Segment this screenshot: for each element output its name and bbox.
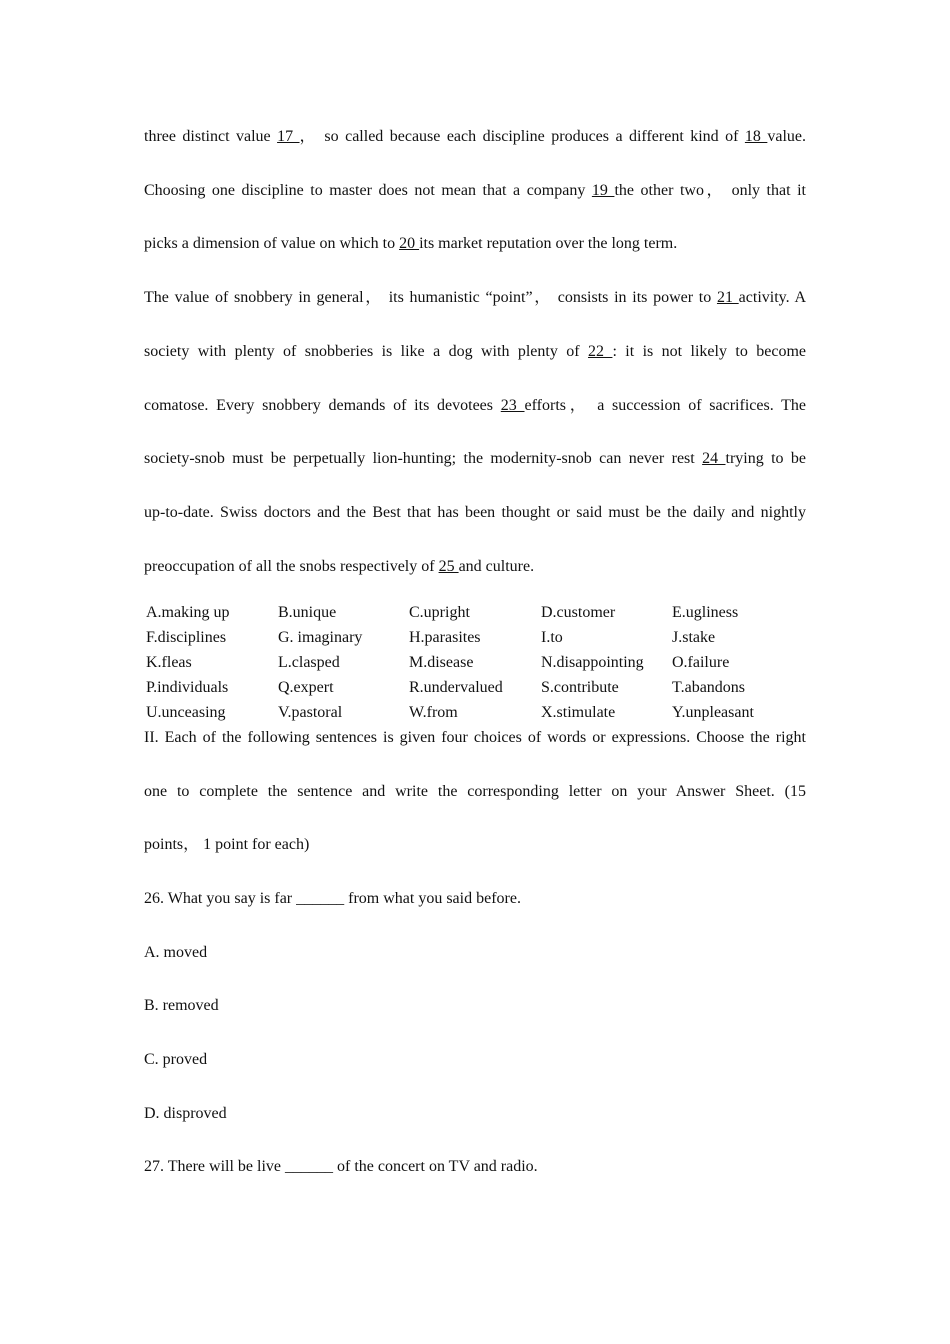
option-x: X.stimulate bbox=[541, 704, 616, 721]
blank-17: 17 bbox=[277, 128, 300, 145]
option-row bbox=[144, 603, 806, 628]
option-k: K.fleas bbox=[146, 654, 192, 671]
text-segment: society with plenty of snobberies is like a dog with plenty of bbox=[144, 343, 589, 360]
option-r: R.undervalued bbox=[409, 679, 503, 696]
option-y: Y.unpleasant bbox=[672, 704, 754, 721]
text-segment: The value of snobbery in general， its humanistic “point”， consists in its power to bbox=[144, 289, 717, 306]
option-o: O.failure bbox=[672, 654, 730, 671]
option-row bbox=[144, 678, 806, 703]
option-row bbox=[144, 703, 806, 728]
option-v: V.pastoral bbox=[278, 704, 343, 721]
blank-18: 18 bbox=[744, 128, 768, 145]
option-m: M.disease bbox=[409, 654, 474, 671]
option-i: I.to bbox=[541, 629, 563, 646]
option-u: U.unceasing bbox=[146, 704, 226, 721]
text-segment: three distinct value bbox=[144, 128, 278, 145]
option-a: A.making up bbox=[146, 604, 230, 621]
option-w: W.from bbox=[409, 704, 458, 721]
question-26-choice-a: A. moved bbox=[144, 944, 208, 961]
option-l: L.clasped bbox=[278, 654, 340, 671]
passage1-line3 bbox=[144, 234, 806, 254]
option-row bbox=[144, 653, 806, 678]
option-d: D.customer bbox=[541, 604, 616, 621]
option-n: N.disappointing bbox=[541, 654, 644, 671]
text-segment: ， so called because each discipline produces a different kind of bbox=[299, 128, 745, 145]
text-segment: : it is not likely to become bbox=[612, 343, 807, 360]
text-segment: activity. A bbox=[738, 289, 807, 306]
option-q: Q.expert bbox=[278, 679, 334, 696]
option-e: E.ugliness bbox=[672, 604, 739, 621]
option-f: F.disciplines bbox=[146, 629, 227, 646]
question-26-choice-c: C. proved bbox=[144, 1051, 208, 1068]
blank-25: 25 bbox=[438, 558, 459, 575]
blank-20: 20 bbox=[399, 235, 420, 252]
passage2-line6 bbox=[144, 557, 806, 577]
blank-19: 19 bbox=[591, 182, 615, 199]
text-segment: the other two， only that it bbox=[614, 182, 806, 199]
text-segment: picks a dimension of value on which to bbox=[144, 235, 400, 252]
passage2-line5: up-to-date. Swiss doctors and the Best that has been thought or said must be the daily and nightly bbox=[144, 504, 806, 521]
option-c: C.upright bbox=[409, 604, 470, 621]
option-g: G. imaginary bbox=[278, 629, 363, 646]
passage2-line4 bbox=[144, 449, 806, 469]
passage1-line1 bbox=[144, 127, 806, 147]
blank-22: 22 bbox=[588, 343, 613, 360]
text-segment: Choosing one discipline to master does not mean that a company bbox=[144, 182, 592, 199]
section2-instructions-line2: one to complete the sentence and write the corresponding letter on your Answer Sheet. (15 bbox=[144, 783, 806, 800]
blank-23: 23 bbox=[500, 397, 525, 414]
option-h: H.parasites bbox=[409, 629, 481, 646]
text-segment: value. bbox=[767, 128, 807, 145]
option-j: J.stake bbox=[672, 629, 716, 646]
section2-instructions-line3: points， 1 point for each) bbox=[144, 836, 310, 853]
question-26-stem: 26. What you say is far ______ from what you said before. bbox=[144, 890, 521, 907]
text-segment: society-snob must be perpetually lion-hunting; the modernity-snob can never rest bbox=[144, 450, 703, 467]
passage2-line1 bbox=[144, 288, 806, 308]
passage2-line2 bbox=[144, 342, 806, 362]
blank-21: 21 bbox=[716, 289, 739, 306]
text-segment: preoccupation of all the snobs respectively of bbox=[144, 558, 439, 575]
option-row bbox=[144, 628, 806, 653]
text-segment: efforts， a succession of sacrifices. The bbox=[524, 397, 807, 414]
text-segment: trying to be bbox=[725, 450, 807, 467]
option-p: P.individuals bbox=[146, 679, 229, 696]
option-t: T.abandons bbox=[672, 679, 746, 696]
question-26-choice-b: B. removed bbox=[144, 997, 219, 1014]
text-segment: its market reputation over the long term. bbox=[419, 235, 678, 252]
passage1-line2 bbox=[144, 181, 806, 201]
question-26-choice-d: D. disproved bbox=[144, 1105, 227, 1122]
text-segment: and culture. bbox=[458, 558, 535, 575]
text-segment: comatose. Every snobbery demands of its devotees bbox=[144, 397, 501, 414]
option-s: S.contribute bbox=[541, 679, 619, 696]
section2-instructions-line1: II. Each of the following sentences is given four choices of words or expressions. Choose the right bbox=[144, 729, 806, 746]
blank-24: 24 bbox=[702, 450, 726, 467]
option-b: B.unique bbox=[278, 604, 337, 621]
question-27-stem: 27. There will be live ______ of the concert on TV and radio. bbox=[144, 1158, 538, 1175]
passage2-line3 bbox=[144, 396, 806, 416]
